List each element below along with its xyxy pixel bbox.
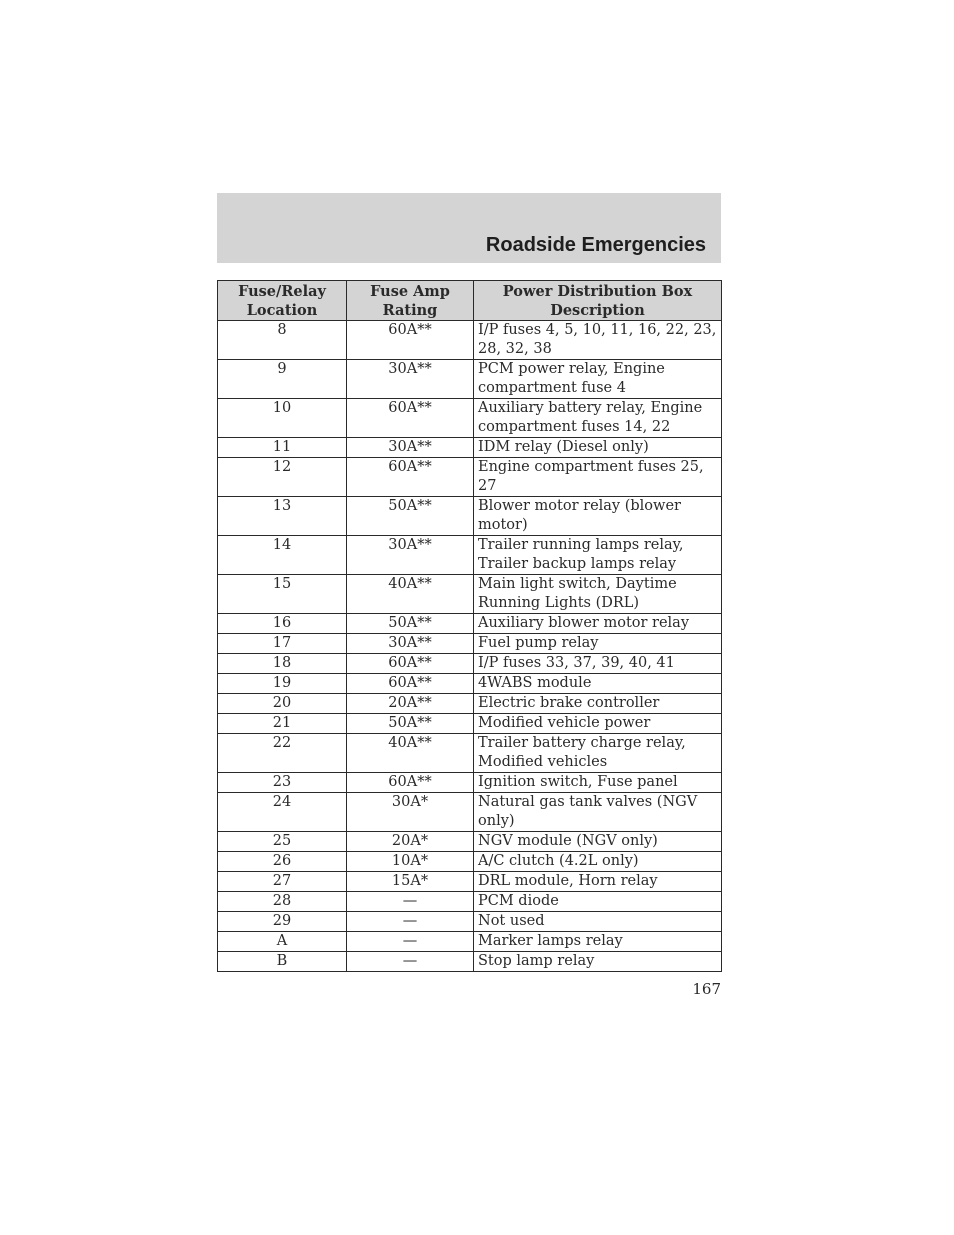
header-line: Fuse/Relay — [238, 283, 326, 300]
description-line: Modified vehicle power — [478, 715, 651, 731]
fuse-description-cell — [474, 360, 722, 399]
fuse-description-cell — [474, 912, 722, 932]
header-line: Fuse Amp — [370, 283, 450, 300]
table-row — [218, 360, 722, 399]
fuse-description-cell — [474, 932, 722, 952]
fuse-rating-cell: 30A* — [347, 793, 474, 832]
table-row — [218, 674, 722, 694]
header-line: Rating — [382, 302, 438, 319]
fuse-description-cell — [474, 399, 722, 438]
fuse-rating-cell: 50A** — [347, 714, 474, 734]
table-row — [218, 694, 722, 714]
fuse-rating-cell: — — [347, 932, 474, 952]
fuse-rating-cell: — — [347, 892, 474, 912]
table-row — [218, 614, 722, 634]
description-line: compartment fuse 4 — [478, 380, 626, 396]
description-line: only) — [478, 813, 515, 829]
fuse-location-cell: A — [218, 932, 347, 952]
column-header-location — [218, 281, 347, 321]
fuse-description-cell — [474, 674, 722, 694]
section-title: Roadside Emergencies — [485, 234, 706, 256]
description-line: 4WABS module — [478, 675, 592, 691]
table-body — [218, 321, 722, 972]
fuse-rating-cell: 20A* — [347, 832, 474, 852]
description-line: Marker lamps relay — [478, 933, 623, 949]
fuse-location-cell: 17 — [218, 634, 347, 654]
table-row — [218, 952, 722, 972]
header-line: Power Distribution Box — [502, 283, 693, 300]
description-line: Blower motor relay (blower — [478, 498, 681, 514]
fuse-location-cell: 28 — [218, 892, 347, 912]
table-row — [218, 852, 722, 872]
fuse-location-cell: 25 — [218, 832, 347, 852]
fuse-location-cell: 21 — [218, 714, 347, 734]
fuse-location-cell: 18 — [218, 654, 347, 674]
header-line: Location — [246, 302, 318, 319]
description-line: Fuel pump relay — [478, 635, 599, 651]
description-line: NGV module (NGV only) — [478, 833, 658, 849]
fuse-location-cell: 15 — [218, 575, 347, 614]
table-header — [218, 281, 722, 321]
fuse-description-cell — [474, 734, 722, 773]
fuse-location-cell: 19 — [218, 674, 347, 694]
description-line: A/C clutch (4.2L only) — [478, 853, 639, 869]
description-line: Trailer running lamps relay, — [478, 537, 684, 553]
table-row — [218, 793, 722, 832]
table-row — [218, 872, 722, 892]
description-line: Ignition switch, Fuse panel — [478, 774, 678, 790]
description-line: Engine compartment fuses 25, 27 — [478, 459, 704, 494]
description-line: Electric brake controller — [478, 695, 660, 711]
fuse-description-cell — [474, 536, 722, 575]
fuse-location-cell: 13 — [218, 497, 347, 536]
table-row — [218, 438, 722, 458]
fuse-rating-cell: 20A** — [347, 694, 474, 714]
description-line: PCM power relay, Engine — [478, 361, 665, 377]
description-line: Auxiliary blower motor relay — [478, 615, 690, 631]
fuse-description-cell — [474, 952, 722, 972]
column-header-rating — [347, 281, 474, 321]
fuse-location-cell: 9 — [218, 360, 347, 399]
fuse-location-cell: 10 — [218, 399, 347, 438]
fuse-rating-cell: 60A** — [347, 674, 474, 694]
table-header-row — [218, 281, 722, 321]
description-line: DRL module, Horn relay — [478, 873, 658, 889]
fuse-location-cell: 11 — [218, 438, 347, 458]
column-header-description — [474, 281, 722, 321]
table-row — [218, 497, 722, 536]
fuse-description-cell — [474, 773, 722, 793]
table-row — [218, 734, 722, 773]
fuse-rating-cell: 10A* — [347, 852, 474, 872]
description-line: 28, 32, 38 — [478, 341, 552, 357]
table-row — [218, 458, 722, 497]
table-row — [218, 634, 722, 654]
fuse-location-cell: 8 — [218, 321, 347, 360]
description-line: IDM relay (Diesel only) — [478, 439, 649, 455]
description-line: Not used — [478, 913, 545, 929]
description-line: Natural gas tank valves (NGV — [478, 794, 698, 810]
description-line: Trailer backup lamps relay — [478, 556, 677, 572]
fuse-location-cell: B — [218, 952, 347, 972]
table-row — [218, 912, 722, 932]
fuse-rating-cell: 40A** — [347, 734, 474, 773]
fuse-description-cell — [474, 634, 722, 654]
fuse-rating-cell: 50A** — [347, 497, 474, 536]
description-line: Trailer battery charge relay, — [478, 735, 686, 751]
fuse-description-cell — [474, 852, 722, 872]
description-line: I/P fuses 33, 37, 39, 40, 41 — [478, 655, 675, 671]
table-row — [218, 399, 722, 438]
table-row — [218, 321, 722, 360]
fuse-location-cell: 14 — [218, 536, 347, 575]
description-line: PCM diode — [478, 893, 559, 909]
fuse-rating-cell: 30A** — [347, 360, 474, 399]
description-line: Modified vehicles — [478, 754, 608, 770]
table-row — [218, 932, 722, 952]
table-row — [218, 892, 722, 912]
description-line: compartment fuses 14, 22 — [478, 419, 671, 435]
fuse-location-cell: 29 — [218, 912, 347, 932]
description-line: motor) — [478, 517, 528, 533]
fuse-rating-cell: 30A** — [347, 536, 474, 575]
table-row — [218, 575, 722, 614]
fuse-description-cell — [474, 458, 722, 497]
fuse-rating-cell: 40A** — [347, 575, 474, 614]
fuse-location-cell: 22 — [218, 734, 347, 773]
fuse-location-cell: 23 — [218, 773, 347, 793]
table-row — [218, 654, 722, 674]
fuse-location-cell: 20 — [218, 694, 347, 714]
fuse-description-cell — [474, 694, 722, 714]
header-line: Description — [550, 302, 645, 319]
fuse-rating-cell: 60A** — [347, 654, 474, 674]
description-line: Main light switch, Daytime — [478, 576, 677, 592]
fuse-description-cell — [474, 614, 722, 634]
fuse-rating-cell: 60A** — [347, 321, 474, 360]
fuse-rating-cell: 60A** — [347, 458, 474, 497]
fuse-description-cell — [474, 832, 722, 852]
page-number: 167 — [692, 980, 721, 998]
fuse-rating-cell: 30A** — [347, 438, 474, 458]
fuse-rating-cell: 60A** — [347, 399, 474, 438]
fuse-description-cell — [474, 654, 722, 674]
fuse-rating-cell: 15A* — [347, 872, 474, 892]
fuse-location-cell: 24 — [218, 793, 347, 832]
table-row — [218, 832, 722, 852]
fuse-rating-cell: 30A** — [347, 634, 474, 654]
fuse-table — [217, 280, 722, 972]
table-row — [218, 714, 722, 734]
fuse-rating-cell: — — [347, 912, 474, 932]
fuse-description-cell — [474, 714, 722, 734]
fuse-location-cell: 27 — [218, 872, 347, 892]
fuse-location-cell: 12 — [218, 458, 347, 497]
description-line: Auxiliary battery relay, Engine — [478, 400, 703, 416]
fuse-location-cell: 16 — [218, 614, 347, 634]
fuse-location-cell: 26 — [218, 852, 347, 872]
fuse-rating-cell: — — [347, 952, 474, 972]
table-row — [218, 773, 722, 793]
fuse-description-cell — [474, 793, 722, 832]
fuse-description-cell — [474, 892, 722, 912]
description-line: Stop lamp relay — [478, 953, 595, 969]
section-header-band — [217, 193, 721, 263]
fuse-description-cell — [474, 872, 722, 892]
fuse-description-cell — [474, 321, 722, 360]
fuse-description-cell — [474, 438, 722, 458]
fuse-rating-cell: 50A** — [347, 614, 474, 634]
table-row — [218, 536, 722, 575]
fuse-description-cell — [474, 575, 722, 614]
fuse-description-cell — [474, 497, 722, 536]
fuse-rating-cell: 60A** — [347, 773, 474, 793]
description-line: Running Lights (DRL) — [478, 595, 640, 611]
description-line: I/P fuses 4, 5, 10, 11, 16, 22, 23, — [478, 322, 717, 338]
